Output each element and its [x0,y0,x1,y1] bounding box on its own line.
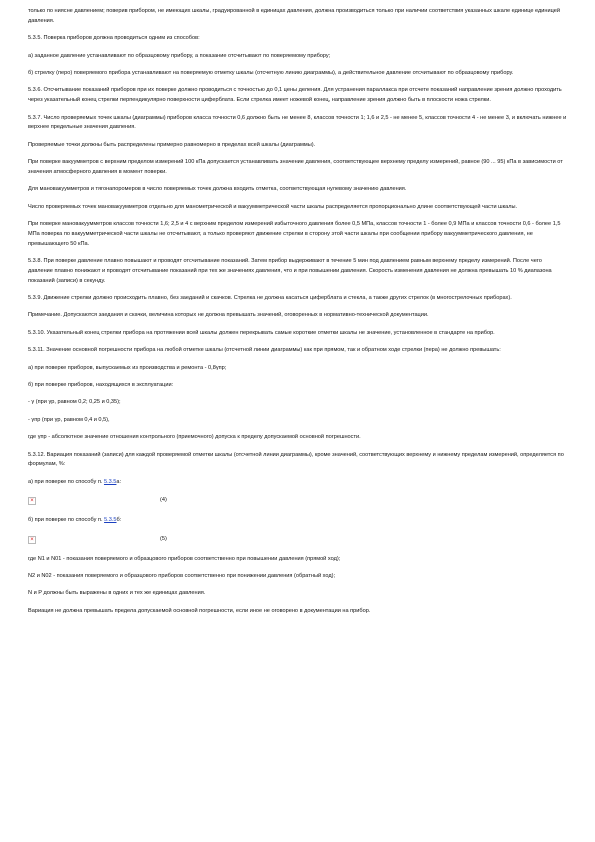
method-b-suffix: б: [116,517,122,524]
formula-number: (4) [160,497,167,504]
paragraph: - γпр (при γр, равном 0,4 и 0,5), [28,416,110,423]
paragraph: N и P должны быть выражены в одних и тех же единицах давления. [28,590,206,597]
paragraph: При поверке мановакуумметров классов точности 1,6; 2,5 и 4 с верхним пределом измерений избыточного давления более 0,5 МПа, классов точности 1 - более 0,9 МПа и классов точности 0,6 - более 1,5 МПа поверка по вакуумметрической части шкалы не отсчитывают, а только проверяют движение стрелки в сторону этой части шкалы при сообщении прибору вакуумметрического давления, не превышающего 50 кПа. [28,221,561,247]
paragraph: 5.3.12. Вариация показаний (записи) для каждой проверяемой отметки шкалы (отсчетной линии диаграммы), кроме значений, соответствующих верхнему и нижнему пределам измерений, определяется по формулам, %: [28,451,564,468]
method-a-suffix: а: [116,478,122,485]
broken-image-icon: × [28,536,36,544]
paragraph: а) при поверке приборов, выпускаемых из производства и ремонта - 0,8γпр; [28,364,227,371]
paragraph: б) при поверке приборов, находящихся в эксплуатации: [28,382,174,389]
formula-5 [28,534,567,546]
formula-4 [28,495,567,507]
note-paragraph: Примечание. Допускаются заедания и скачки, величина которых не должна превышать значений, оговоренных в нормативно-технической документации. [28,312,429,319]
paragraph-method-b [28,516,567,526]
paragraph: 5.3.9. Движение стрелки должно происходить плавно, без заеданий и скачков. Стрелка не должна касаться циферблата и стекла, а также других стрелок (в многострелочных приборах). [28,295,512,302]
paragraph: 5.3.7. Число проверяемых точек шкалы (диаграммы) приборов класса точности 0,6 должно быть не менее 8, классов точности 1; 1,6 и 2,5 - не менее 5, классов точности 4 - не менее 3, и включать нижнее и верхнее предельные значения давления. [28,114,567,131]
section-heading: 5.3.5. Поверка приборов должна проводиться одним из способов: [28,35,200,42]
paragraph: Вариация не должна превышать предела допускаемой основной погрешности, если иное не оговорено в документации на прибор. [28,607,371,614]
paragraph: N2 и N02 - показания поверяемого и образцового приборов соответственно при понижении давления (обратный ход); [28,572,336,579]
paragraph: При поверке вакуумметров с верхним пределом измерений 100 кПа допускается устанавливать значение давления, соответствующее верхнему пределу измерений, равное (90 ... 95) кПа в зависимости от значения атмосферного давления в момент поверки. [28,159,563,175]
paragraph: 5.3.8. При поверке давление плавно повышают и проводят отсчитывание показаний. Затем прибор выдерживают в течение 5 мин под давлением равным верхнему пределу измерений. После чего давление плавно понижают и проводят отсчитывание показаний при тех же значениях давления, что и при повышении давления. Скорость изменения давления не должна превышать 10 % диапазона показаний (записи) в секунду. [28,258,552,284]
paragraph: Проверяемые точки должны быть распределены примерно равномерно в пределах всей шкалы (диаграммы). [28,141,316,148]
broken-image-icon: × [28,497,36,505]
paragraph: - γ (при γр, равном 0,2; 0,25 и 0,35); [28,399,121,406]
paragraph: а) заданное давление устанавливают по образцовому прибору, а показание отсчитывают по поверяемому прибору; [28,52,331,59]
paragraph: где γпр - абсолютное значение отношения контрольного (приемочного) допуска к пределу допускаемой основной погрешности. [28,434,361,441]
paragraph: 5.3.10. Указательный конец стрелки прибора на протяжении всей шкалы должен перекрывать самые короткие отметки шкалы не значение, установленное в стандарте на прибор. [28,329,495,336]
paragraph: 5.3.6. Отсчитывание показаний приборов при их поверке должно проводиться с точностью до 0,1 цены деления. Для устранения параллакса при отсчете показаний направление зрения должно проходить через указательный конец стрелки перпендикулярно поверхности циферблата. Если стрелка имеет ножевой конец, направление зрения должно быть в плоскости ножа стрелки. [28,87,562,104]
paragraph-method-a [28,478,567,488]
paragraph: 5.3.11. Значение основной погрешности прибора на любой отметке шкалы (отсчетной линии диаграммы) как при прямом, так и обратном ходе стрелки (пера) не должно превышать: [28,347,501,354]
paragraph: б) стрелку (перо) поверяемого прибора устанавливают на поверяемую отметку шкалы (отсчетную линию диаграммы), а действительное давление отсчитывают по образцовому прибору. [28,69,514,76]
paragraph: только по ниясне давлением; поверив прибором, не имеющих шкалы, градуированной в единицах давления, должна производиться только при наличии соответствия указанных шкале единице единицей давления. [28,8,560,24]
clause-link-535[interactable]: 5.3.5 [103,478,117,485]
paragraph: где N1 и N01 - показания поверяемого и образцового приборов соответственно при повышении давления (прямой ход); [28,555,341,562]
formula-number: (5) [160,535,167,542]
paragraph: Число проверяемых точек мановакуумметров отдельно для манометрической и вакуумметрической части шкалы распределяется пропорционально длине соответствующей части шкалы. [28,203,518,210]
method-a-text: а) при поверке по способу п. [28,478,104,485]
method-b-text: б) при поверке по способу п. [28,517,105,524]
paragraph: Для мановакуумметров и тягонапоромеров в число поверяемых точек должна входить отметка, соответствующая нулевому значению давления. [28,186,407,193]
clause-link-535[interactable]: 5.3.5 [104,517,117,524]
